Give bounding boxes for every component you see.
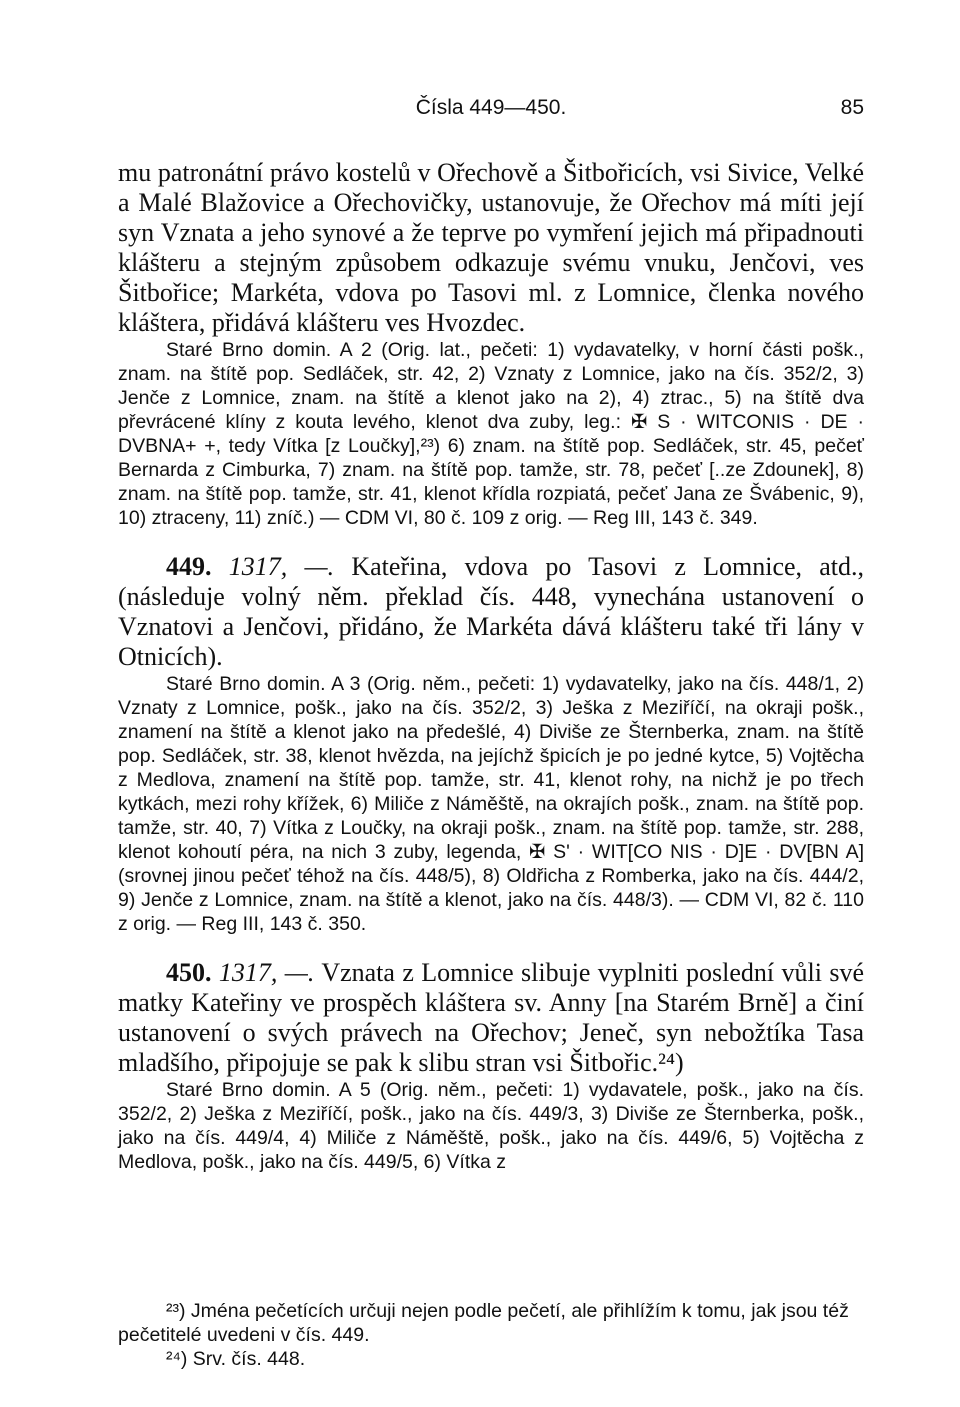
footnote-24: ²⁴) Srv. čís. 448. xyxy=(166,1348,306,1370)
footnote-23: ²³) Jména pečetících určuji nejen podle pečetí, ale přihlížím k tomu, jak jsou též pečetitelé uvedeni v čís. 449. xyxy=(118,1300,849,1346)
source-note: Staré Brno domin. A 2 (Orig. lat., pečeti: 1) vydavatelky, v horní části pošk., znam. na štítě pop. Sedláček, str. 42, 2) Vznaty z Lomnice, jako na čís. 352/2, 3) Jenče z Lomnice, znam. na štítě a klenot jako na 2), 4) ztrac., 5) na štítě dva převrácené klíny z kouta levého, klenot dva zuby, leg.: ✠ S · WITCONIS · DE · DVBNA+ +, tedy Vítka [z Loučky],²³) 6) znam. na štítě pop. Sedláček, str. 45, pečeť Bernarda z Cimburka, 7) znam. na štítě pop. tamže, str. 78, pečeť [..ze Zdounek], 8) znam. na štítě pop. tamže, str. 41, klenot křídla rozpiatá, pečeť Jana ze Švábenic, 9), 10) ztraceny, 11) zníč.) — CDM VI, 80 č. 109 z orig. — Reg III, 143 č. 349. xyxy=(118,339,864,529)
footnotes xyxy=(118,1299,864,1371)
page-body xyxy=(118,158,864,1174)
entry-450-summary xyxy=(118,958,864,1078)
entry-date: 1317, —. xyxy=(218,958,315,987)
page-header xyxy=(118,96,864,126)
continued-paragraph: mu patronátní právo kostelů v Ořechově a Šitbořicích, vsi Sivice, Velké a Malé Blažovice a Ořechovičky, ustanovuje, že Ořechov má míti její syn Vznata a jeho synové a že teprve po vymření jejich má připadnouti klášteru a stejným způsobem odkazuje svému vnuku, Jenčovi, ves Šitbořice; Markéta, vdova po Tasovi ml. z Lomnice, členka nového kláštera, přidává klášteru ves Hvozdec. xyxy=(118,158,864,337)
entry-450-note: Staré Brno domin. A 5 (Orig. něm., pečeti: 1) vydavatele, pošk., jako na čís. 352/2, 2) Ješka z Meziříčí, pošk., jako na čís. 449/3, 3) Diviše ze Šternberka, pošk., jako na čís. 449/4, 4) Miliče z Náměště, pošk., jako na čís. 449/6, 5) Vojtěcha z Medlova, pošk., jako na čís. 449/5, 6) Vítka z xyxy=(118,1079,864,1173)
entry-number: 449. xyxy=(166,552,212,581)
running-title: Čísla 449—450. xyxy=(415,96,567,119)
entry-number: 450. xyxy=(166,958,212,987)
page-number: 85 xyxy=(840,96,864,119)
entry-date: 1317, —. xyxy=(228,552,335,581)
entry-449-summary xyxy=(118,552,864,672)
entry-449-note: Staré Brno domin. A 3 (Orig. něm., pečeti: 1) vydavatelky, jako na čís. 448/1, 2) Vznaty z Lomnice, pošk., jako na čís. 352/2, 3) Ješka z Meziříčí, na okraji pošk., znamení na štítě a klenot jako na předešlé, 4) Diviše ze Šternberka, znam. na štítě pop. Sedláček, str. 38, klenot hvězda, na jejíchž špicích je po jedné kytce, 5) Vojtěcha z Medlova, znamení na štítě pop. tamže, str. 41, klenot rohy, na nichž je po třech kytkách, mezi rohy křížek, 6) Miliče z Náměště, na okrajích pošk., znam. na štítě pop. tamže, str. 40, 7) Vítka z Loučky, na okraji pošk., znam. na štítě pop. tamže, str. 288, klenot kohoutí péra, na nich 3 zuby, legenda, ✠ S' · WIT[CO NIS · D]E · DV[BN A] (srovnej jinou pečeť téhož na čís. 448/5), 8) Oldřicha z Romberka, jako na čís. 444/2, 9) Jenče z Lomnice, znam. na štítě a klenot, jako na čís. 448/3). — CDM VI, 82 č. 110 z orig. — Reg III, 143 č. 350. xyxy=(118,673,864,935)
entry-summary: Vznata z Lomnice slibuje vyplniti poslední vůli své matky Kateřiny ve prospěch kláštera sv. Anny [na Starém Brně] a činí ustanovení o svých právech na Ořechov; Jeneč, syn nebožtíka Tasa mladšího, připojuje se pak k slibu stran vsi Šitbořic.²⁴) xyxy=(118,958,865,1077)
entry-summary: Kateřina, vdova po Tasovi z Lomnice, atd., (následuje volný něm. překlad čís. 448, vynechána ustanovení o Vznatovi a Jenčovi, přidáno, že Markéta dává klášteru také tři lány v Otnicích). xyxy=(118,552,865,671)
